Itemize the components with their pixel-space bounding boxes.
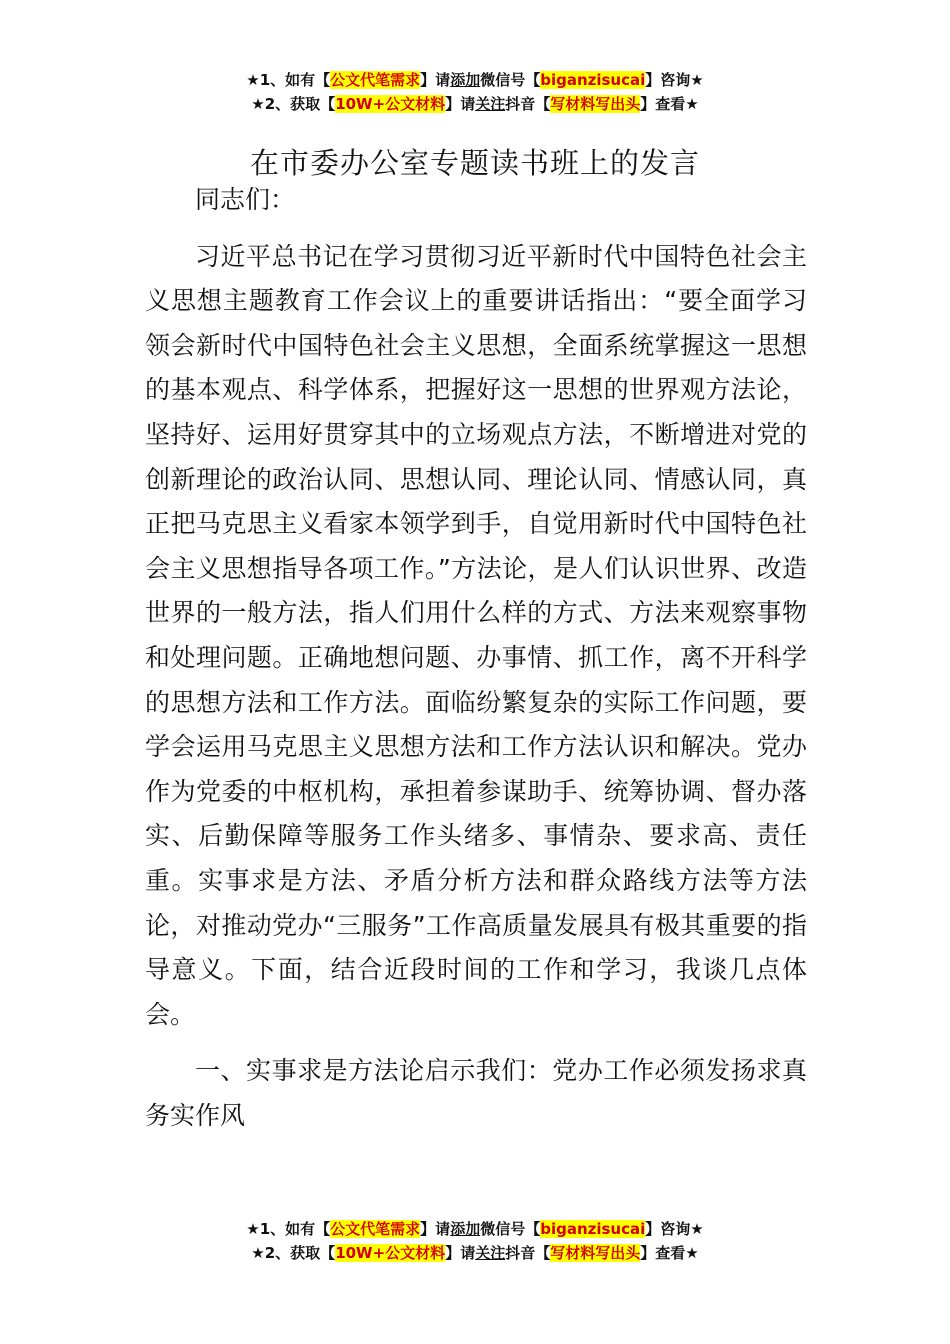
banner-line-2 (0, 1241, 950, 1265)
banner-underline: 关注 (475, 95, 506, 113)
section-heading: 一、实事求是方法论启示我们：党办工作必须发扬求真务实作风 (145, 1056, 807, 1130)
banner-text: ★2、获取【 (251, 95, 336, 113)
paragraph: 习近平总书记在学习贯彻习近平新时代中国特色社会主义思想主题教育工作会议上的重要讲话指出：“要全面学习领会新时代中国特色社会主义思想，全面系统掌握这一思想的基本观点、科学体系，把握好这一思想的世界观方法论，坚持好、运用好贯穿其中的立场观点方法，不断增进对党的创新理论的政治认同、思想认同、理论认同、情感认同，真正把马克思主义看家本领学到手，自觉用新时代中国特色社会主义思想指导各项工作。”方法论，是人们认识世界、改造世界的一般方法，指人们用什么样的方式、方法来观察事物和处理问题。正确地想问题、办事情、抓工作，离不开科学的思想方法和工作方法。面临纷繁复杂的实际工作问题，要学会运用马克思主义思想方法和工作方法认识和解决。党办作为党委的中枢机构，承担着参谋助手、统筹协调、督办落实、后勤保障等服务工作头绪多、事情杂、要求高、责任重。实事求是方法、矛盾分析方法和群众路线方法等方法论，对推动党办“三服务”工作高质量发展具有极其重要的指导意义。下面，结合近段时间的工作和学习，我谈几点体会。 (145, 241, 807, 1029)
banner-line-1 (0, 68, 950, 92)
banner-line-1 (0, 1217, 950, 1241)
banner-text: 抖音【 (505, 1244, 551, 1262)
banner-text: 抖音【 (505, 95, 551, 113)
banner-highlight: 公文代笔需求 (330, 71, 421, 89)
salutation: 同志们： (195, 185, 296, 214)
banner-text: 】查看★ (640, 95, 699, 113)
banner-underline: 关注 (475, 1244, 506, 1262)
banner-highlight: 10W+公文材料 (335, 1244, 446, 1262)
banner-highlight: biganzisucai (540, 1220, 646, 1238)
banner-underline: 添加 (450, 71, 481, 89)
banner-text: ★1、如有【 (246, 1220, 331, 1238)
banner-text: 】请 (445, 95, 476, 113)
banner-text: 微信号【 (480, 1220, 541, 1238)
banner-text: ★2、获取【 (251, 1244, 336, 1262)
banner-text: 】请 (420, 1220, 451, 1238)
top-banner (0, 68, 950, 116)
banner-text: ★1、如有【 (246, 71, 331, 89)
bottom-banner (0, 1217, 950, 1265)
document-body (145, 178, 807, 1138)
banner-highlight: 公文代笔需求 (330, 1220, 421, 1238)
banner-highlight: 写材料写出头 (550, 1244, 641, 1262)
banner-highlight: biganzisucai (540, 71, 646, 89)
banner-highlight: 写材料写出头 (550, 95, 641, 113)
banner-text: 】请 (445, 1244, 476, 1262)
banner-text: 微信号【 (480, 71, 541, 89)
document-title: 在市委办公室专题读书班上的发言 (249, 146, 700, 181)
banner-line-2 (0, 92, 950, 116)
banner-underline: 添加 (450, 1220, 481, 1238)
banner-text: 】咨询★ (645, 1220, 704, 1238)
banner-highlight: 10W+公文材料 (335, 95, 446, 113)
banner-text: 】咨询★ (645, 71, 704, 89)
banner-text: 】请 (420, 71, 451, 89)
banner-text: 】查看★ (640, 1244, 699, 1262)
